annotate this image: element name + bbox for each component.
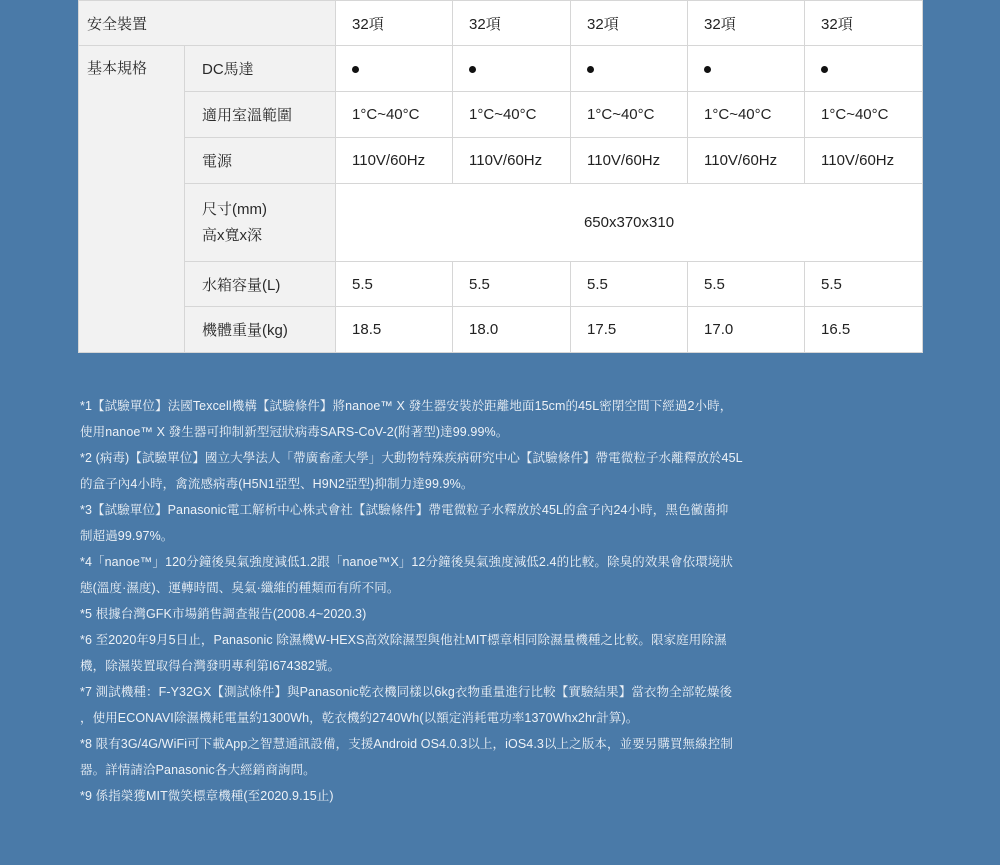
row-tank	[79, 262, 923, 307]
cell: 16.5	[805, 307, 923, 353]
cell: 17.5	[571, 307, 688, 353]
footnote-line: *5 根據台灣GFK市場銷售調查報告(2008.4~2020.3)	[80, 607, 367, 621]
footnote-line: *7 測試機種：F-Y32GX【測試條件】與Panasonic乾衣機同樣以6kg衣物重量進行比較【實驗結果】當衣物全部乾燥後	[80, 685, 733, 699]
row-dc-motor	[79, 46, 923, 92]
cell: 18.5	[336, 307, 453, 353]
row-size	[79, 184, 923, 262]
cell: 5.5	[453, 262, 571, 307]
cell: 110V/60Hz	[688, 138, 805, 184]
cell: 110V/60Hz	[453, 138, 571, 184]
cell: 5.5	[805, 262, 923, 307]
bullet-dot-icon	[587, 66, 594, 73]
cell	[336, 46, 453, 92]
size-label-line1: 尺寸(mm)	[202, 200, 267, 218]
cell: 5.5	[336, 262, 453, 307]
footnote-line: *3【試驗單位】Panasonic電工解析中心株式會社【試驗條件】帶電微粒子水釋放於45L的盒子內24小時，黑色黴菌抑	[80, 503, 729, 517]
cell: 17.0	[688, 307, 805, 353]
cell: 1°C~40°C	[571, 92, 688, 138]
bullet-dot-icon	[352, 66, 359, 73]
footnote-line: 的盒子內4小時，禽流感病毒(H5N1亞型、H9N2亞型)抑制力達99.9%。	[80, 477, 474, 491]
cell	[453, 46, 571, 92]
cell: 18.0	[453, 307, 571, 353]
cell: 32項	[571, 1, 688, 46]
size-value-merged: 650x370x310	[336, 184, 923, 262]
row-label-power: 電源	[185, 138, 336, 184]
cell: 32項	[453, 1, 571, 46]
footnote-line: ，使用ECONAVI除濕機耗電量約1300Wh，乾衣機約2740Wh(以額定消耗電功率1370Whx2hr計算)。	[80, 711, 639, 725]
cell: 5.5	[688, 262, 805, 307]
cell: 110V/60Hz	[571, 138, 688, 184]
row-label-safety: 安全裝置	[79, 1, 336, 46]
cell: 1°C~40°C	[688, 92, 805, 138]
row-label-size	[185, 184, 336, 262]
footnote-line: *9 係指榮獲MIT微笑標章機種(至2020.9.15止)	[80, 789, 334, 803]
size-label-line2: 高x寬x深	[202, 226, 263, 244]
group-label-basic-spec: 基本規格	[79, 46, 185, 353]
row-label-weight: 機體重量(kg)	[185, 307, 336, 353]
row-power	[79, 138, 923, 184]
footnote-line: *1【試驗單位】法國Texcell機構【試驗條件】將nanoe™ X 發生器安裝於距離地面15cm的45L密閉空間下經過2小時，	[80, 399, 733, 413]
footnote-line: *2 (病毒)【試驗單位】國立大學法人「帶廣畜產大學」大動物特殊疾病研究中心【試驗條件】帶電微粒子水離釋放於45L	[80, 451, 743, 465]
cell	[571, 46, 688, 92]
row-label-dc-motor: DC馬達	[185, 46, 336, 92]
cell: 110V/60Hz	[805, 138, 923, 184]
footnote-line: *8 限有3G/4G/WiFi可下載App之智慧通訊設備，支援Android OS4.0.3以上，iOS4.3以上之版本，並要另購買無線控制	[80, 737, 733, 751]
cell: 32項	[336, 1, 453, 46]
spec-table	[78, 0, 923, 353]
footnotes	[80, 393, 925, 809]
cell: 110V/60Hz	[336, 138, 453, 184]
row-safety	[79, 1, 923, 46]
footnote-line: 使用nanoe™ X 發生器可抑制新型冠狀病毒SARS-CoV-2(附著型)達99.99%。	[80, 425, 509, 439]
footnote-line: *4「nanoe™」120分鐘後臭氣強度減低1.2跟「nanoe™X」12分鐘後臭氣強度減低2.4的比較。除臭的效果會依環境狀	[80, 555, 733, 569]
bullet-dot-icon	[821, 66, 828, 73]
bullet-dot-icon	[704, 66, 711, 73]
bullet-dot-icon	[469, 66, 476, 73]
cell: 32項	[688, 1, 805, 46]
cell	[805, 46, 923, 92]
cell	[688, 46, 805, 92]
footnote-line: 器。詳情請洽Panasonic各大經銷商詢問。	[80, 763, 316, 777]
footnote-line: 態(溫度·濕度)、運轉時間、臭氣·纖維的種類而有所不同。	[80, 581, 400, 595]
row-label-temp-range: 適用室溫範圍	[185, 92, 336, 138]
cell: 1°C~40°C	[805, 92, 923, 138]
row-temp-range	[79, 92, 923, 138]
footnote-line: *6 至2020年9月5日止，Panasonic 除濕機W-HEXS高效除濕型與他社MIT標章相同除濕量機種之比較。限家庭用除濕	[80, 633, 727, 647]
footnote-line: 制超過99.97%。	[80, 529, 174, 543]
footnote-line: 機，除濕裝置取得台灣發明專利第I674382號。	[80, 659, 341, 673]
cell: 32項	[805, 1, 923, 46]
row-weight	[79, 307, 923, 353]
cell: 1°C~40°C	[453, 92, 571, 138]
cell: 1°C~40°C	[336, 92, 453, 138]
row-label-tank: 水箱容量(L)	[185, 262, 336, 307]
cell: 5.5	[571, 262, 688, 307]
